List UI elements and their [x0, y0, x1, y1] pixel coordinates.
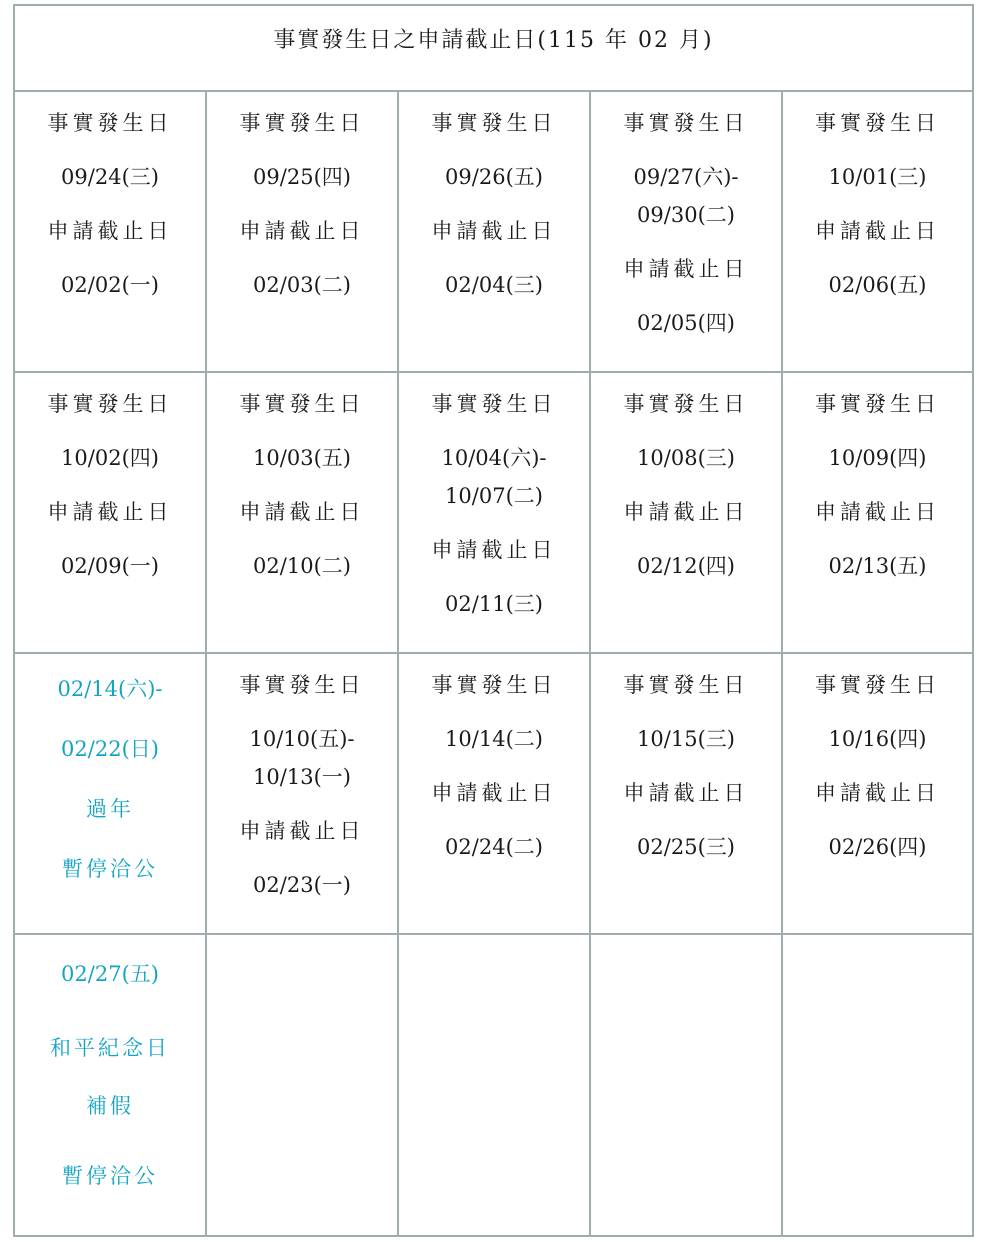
deadline-date: 02/09(一): [61, 554, 159, 578]
deadline-date: 02/24(二): [445, 835, 543, 859]
fact-date-label: 事實發生日: [47, 111, 173, 135]
fact-date-label: 事實發生日: [815, 673, 940, 697]
deadline-label: 申請截止日: [815, 500, 940, 524]
fact-date-label: 事實發生日: [239, 392, 365, 416]
deadline-label: 申請截止日: [431, 781, 557, 805]
deadline-label: 申請截止日: [239, 219, 365, 243]
fact-date: 10/09(四): [828, 446, 927, 470]
deadline-date: 02/13(五): [828, 554, 927, 578]
fact-date: 09/24(三): [61, 165, 159, 189]
office-closed-note: 暫停洽公: [62, 857, 158, 881]
deadline-label: 申請截止日: [623, 500, 749, 524]
fact-date-end: 10/13(一): [253, 765, 351, 789]
holiday-cell: [15, 935, 207, 1235]
fact-date: 09/26(五): [445, 165, 543, 189]
fact-date-label: 事實發生日: [623, 673, 749, 697]
deadline-label: 申請截止日: [815, 781, 940, 805]
fact-date: 10/01(三): [828, 165, 927, 189]
deadline-table: [13, 4, 974, 1237]
deadline-date: 02/26(四): [828, 835, 927, 859]
empty-cell: [207, 935, 399, 1235]
table-cell: [783, 654, 972, 935]
fact-date-label: 事實發生日: [815, 111, 940, 135]
fact-date-start: 10/04(六)-: [441, 446, 547, 470]
deadline-date: 02/10(二): [253, 554, 351, 578]
holiday-name: 過年: [86, 797, 134, 821]
fact-date: 10/02(四): [61, 446, 159, 470]
deadline-label: 申請截止日: [47, 500, 173, 524]
empty-cell: [591, 935, 783, 1235]
table-cell: [15, 92, 207, 373]
deadline-date: 02/05(四): [637, 311, 735, 335]
table-grid: [15, 92, 972, 1235]
table-cell: [591, 92, 783, 373]
deadline-date: 02/11(三): [445, 592, 543, 616]
deadline-date: 02/03(二): [253, 273, 351, 297]
fact-date: 10/15(三): [637, 727, 735, 751]
fact-date-end: 09/30(二): [637, 203, 735, 227]
table-cell: [591, 654, 783, 935]
deadline-date: 02/12(四): [637, 554, 735, 578]
table-cell: [207, 654, 399, 935]
deadline-date: 02/04(三): [445, 273, 543, 297]
deadline-label: 申請截止日: [623, 257, 749, 281]
holiday-end: 02/22(日): [61, 737, 159, 761]
fact-date-label: 事實發生日: [431, 673, 557, 697]
fact-date-label: 事實發生日: [623, 392, 749, 416]
fact-date-label: 事實發生日: [239, 673, 365, 697]
makeup-holiday-note: 補假: [86, 1094, 134, 1118]
fact-date: 10/03(五): [253, 446, 351, 470]
deadline-label: 申請截止日: [239, 500, 365, 524]
fact-date-end: 10/07(二): [445, 484, 543, 508]
table-cell: [399, 92, 591, 373]
table-cell: [783, 92, 972, 373]
table-cell: [207, 373, 399, 654]
deadline-date: 02/06(五): [828, 273, 927, 297]
deadline-label: 申請截止日: [623, 781, 749, 805]
holiday-start: 02/14(六)-: [57, 677, 163, 701]
fact-date: 10/14(二): [445, 727, 543, 751]
deadline-date: 02/02(一): [61, 273, 159, 297]
fact-date-label: 事實發生日: [623, 111, 749, 135]
fact-date: 10/16(四): [828, 727, 927, 751]
deadline-label: 申請截止日: [47, 219, 173, 243]
table-cell: [399, 654, 591, 935]
fact-date-label: 事實發生日: [431, 111, 557, 135]
fact-date-start: 10/10(五)-: [249, 727, 355, 751]
deadline-label: 申請截止日: [431, 219, 557, 243]
table-cell: [207, 92, 399, 373]
holiday-cell: [15, 654, 207, 935]
empty-cell: [399, 935, 591, 1235]
deadline-label: 申請截止日: [431, 538, 557, 562]
table-cell: [15, 373, 207, 654]
deadline-label: 申請截止日: [239, 819, 365, 843]
fact-date-label: 事實發生日: [431, 392, 557, 416]
fact-date-label: 事實發生日: [239, 111, 365, 135]
table-cell: [399, 373, 591, 654]
fact-date: 10/08(三): [637, 446, 735, 470]
holiday-name: 和平紀念日: [50, 1036, 170, 1060]
table-title: 事實發生日之申請截止日(115 年 02 月): [15, 6, 972, 92]
holiday-date: 02/27(五): [61, 962, 159, 986]
table-cell: [591, 373, 783, 654]
fact-date-label: 事實發生日: [815, 392, 940, 416]
deadline-date: 02/23(一): [253, 873, 351, 897]
fact-date-start: 09/27(六)-: [633, 165, 739, 189]
deadline-label: 申請截止日: [815, 219, 940, 243]
table-cell: [783, 373, 972, 654]
office-closed-note: 暫停洽公: [62, 1164, 158, 1188]
empty-cell: [783, 935, 972, 1235]
deadline-date: 02/25(三): [637, 835, 735, 859]
fact-date: 09/25(四): [253, 165, 351, 189]
fact-date-label: 事實發生日: [47, 392, 173, 416]
